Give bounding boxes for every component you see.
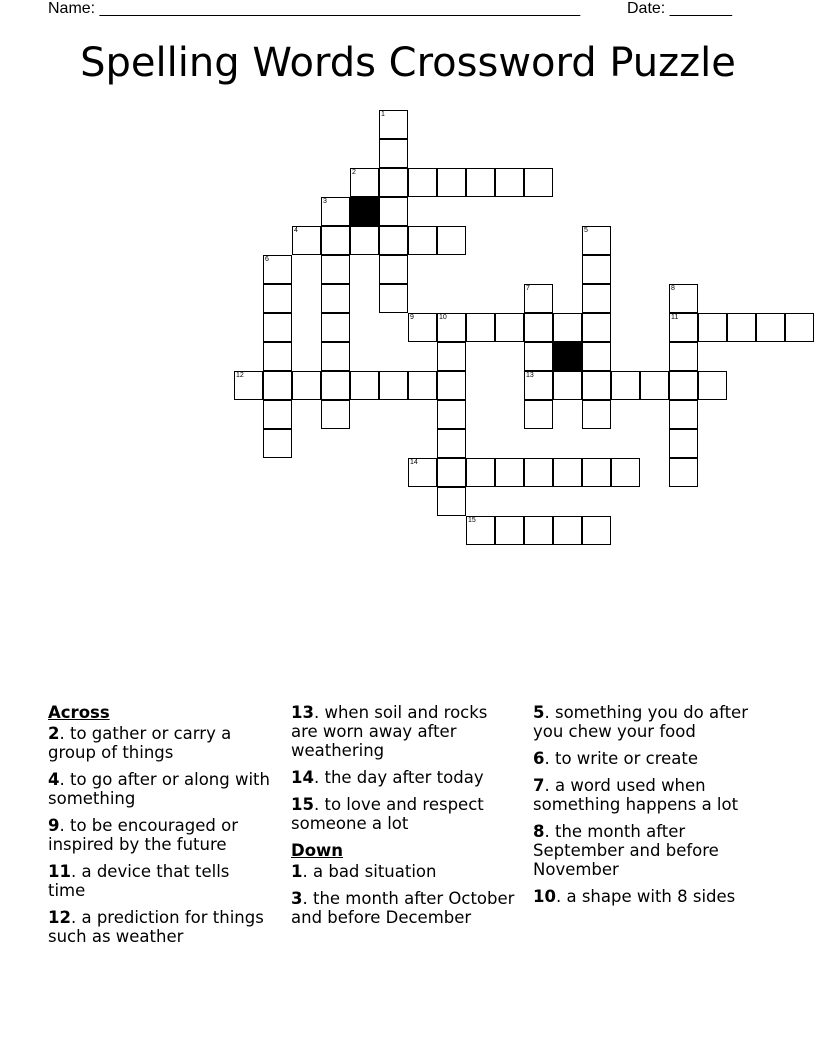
crossword-cell[interactable] [495,516,524,545]
crossword-cell[interactable] [379,139,408,168]
cell-number: 15 [468,517,476,524]
cell-number: 8 [671,285,675,292]
crossword-cell[interactable] [321,284,350,313]
crossword-cell[interactable] [379,226,408,255]
crossword-cell[interactable] [669,458,698,487]
crossword-cell[interactable] [582,255,611,284]
crossword-cell[interactable] [437,458,466,487]
crossword-cell[interactable] [350,168,379,197]
black-cell [553,342,582,371]
cell-number: 6 [265,256,269,263]
crossword-cell[interactable] [466,313,495,342]
cell-number: 9 [410,314,414,321]
crossword-cell[interactable] [379,168,408,197]
crossword-cell[interactable] [495,168,524,197]
crossword-cell[interactable] [524,284,553,313]
crossword-cell[interactable] [321,226,350,255]
crossword-cell[interactable] [611,458,640,487]
crossword-cell[interactable] [669,371,698,400]
clue-across-2: 2. to gather or carry a group of things [48,724,232,762]
crossword-cell[interactable] [263,255,292,284]
crossword-cell[interactable] [408,371,437,400]
cell-number: 12 [236,372,244,379]
crossword-cell[interactable] [263,313,292,342]
clue-across-12: 12. a prediction for things such as weather [48,908,264,946]
crossword-cell[interactable] [263,429,292,458]
crossword-cell[interactable] [582,400,611,429]
crossword-cell[interactable] [785,313,814,342]
crossword-cell[interactable] [263,400,292,429]
crossword-cell[interactable] [437,313,466,342]
crossword-cell[interactable] [669,284,698,313]
cell-number: 10 [439,314,447,321]
crossword-cell[interactable] [524,400,553,429]
cell-number: 3 [323,198,327,205]
cell-number: 11 [671,314,679,321]
clue-across-15: 15. to love and respect someone a lot [291,795,484,833]
crossword-cell[interactable] [437,400,466,429]
crossword-cell[interactable] [263,371,292,400]
crossword-cell[interactable] [698,313,727,342]
crossword-cell[interactable] [379,371,408,400]
clue-down-3: 3. the month after October and before December [291,889,515,927]
crossword-cell[interactable] [408,313,437,342]
crossword-cell[interactable] [263,342,292,371]
clue-across-14: 14. the day after today [291,768,484,787]
black-cell [350,197,379,226]
crossword-cell[interactable] [553,371,582,400]
crossword-cell[interactable] [727,313,756,342]
crossword-cell[interactable] [669,313,698,342]
crossword-cell[interactable] [524,371,553,400]
crossword-cell[interactable] [582,516,611,545]
clue-across-9: 9. to be encouraged or inspired by the future [48,816,239,854]
crossword-cell[interactable] [437,487,466,516]
crossword-cell[interactable] [582,371,611,400]
down-heading: Down [291,841,344,860]
crossword-cell[interactable] [553,313,582,342]
crossword-cell[interactable] [321,197,350,226]
cell-number: 14 [410,459,418,466]
clue-column-2 [291,703,519,935]
crossword-cell[interactable] [524,168,553,197]
crossword-cell[interactable] [437,342,466,371]
crossword-cell[interactable] [466,458,495,487]
crossword-cell[interactable] [292,371,321,400]
clue-down-1: 1. a bad situation [291,862,437,881]
crossword-cell[interactable] [321,400,350,429]
crossword-cell[interactable] [350,371,379,400]
crossword-cell[interactable] [321,371,350,400]
crossword-cell[interactable] [553,516,582,545]
crossword-cell[interactable] [437,226,466,255]
crossword-cell[interactable] [553,458,582,487]
crossword-cell[interactable] [582,226,611,255]
crossword-cell[interactable] [582,458,611,487]
crossword-cell[interactable] [495,458,524,487]
clue-across-13: 13. when soil and rocks are worn away after weathering [291,703,488,760]
crossword-cell[interactable] [379,110,408,139]
crossword-cell[interactable] [408,226,437,255]
crossword-cell[interactable] [524,516,553,545]
crossword-cell[interactable] [408,168,437,197]
cell-number: 13 [526,372,534,379]
crossword-cell[interactable] [379,284,408,313]
crossword-cell[interactable] [321,342,350,371]
crossword-cell[interactable] [524,458,553,487]
crossword-cell[interactable] [611,371,640,400]
clue-down-8: 8. the month after September and before November [533,822,719,879]
crossword-cell[interactable] [524,342,553,371]
cell-number: 2 [352,169,356,176]
crossword-cell[interactable] [669,342,698,371]
crossword-cell[interactable] [582,342,611,371]
crossword-cell[interactable] [437,371,466,400]
crossword-cell[interactable] [582,284,611,313]
cell-number: 5 [584,227,588,234]
crossword-cell[interactable] [437,429,466,458]
crossword-cell[interactable] [321,255,350,284]
crossword-cell[interactable] [669,400,698,429]
name-field: Name: ______________________________________________________ [48,0,581,17]
crossword-cell[interactable] [379,197,408,226]
crossword-cell[interactable] [756,313,785,342]
cell-number: 1 [381,111,385,118]
date-field: Date: _______ [627,0,732,17]
crossword-cell[interactable] [466,168,495,197]
crossword-cell[interactable] [379,255,408,284]
clue-down-5: 5. something you do after you chew your food [533,703,748,741]
crossword-cell[interactable] [408,458,437,487]
clue-down-6: 6. to write or create [533,749,699,768]
crossword-cell[interactable] [640,371,669,400]
crossword-cell[interactable] [263,284,292,313]
crossword-cell[interactable] [582,313,611,342]
cell-number: 7 [526,285,530,292]
crossword-cell[interactable] [698,371,727,400]
page-title: Spelling Words Crossword Puzzle [80,40,736,86]
clue-down-10: 10. a shape with 8 sides [533,887,736,906]
crossword-cell[interactable] [437,168,466,197]
clue-column-1 [48,703,270,954]
crossword-cell[interactable] [669,429,698,458]
crossword-cell[interactable] [321,313,350,342]
clue-column-3 [533,703,773,914]
across-heading: Across [48,703,110,722]
crossword-cell[interactable] [466,516,495,545]
crossword-cell[interactable] [524,313,553,342]
crossword-cell[interactable] [292,226,321,255]
crossword-cell[interactable] [234,371,263,400]
crossword-cell[interactable] [495,313,524,342]
clue-across-4: 4. to go after or along with something [48,770,270,808]
cell-number: 4 [294,227,298,234]
clue-down-7: 7. a word used when something happens a lot [533,776,739,814]
crossword-cell[interactable] [350,226,379,255]
clue-across-11: 11. a device that tells time [48,862,230,900]
